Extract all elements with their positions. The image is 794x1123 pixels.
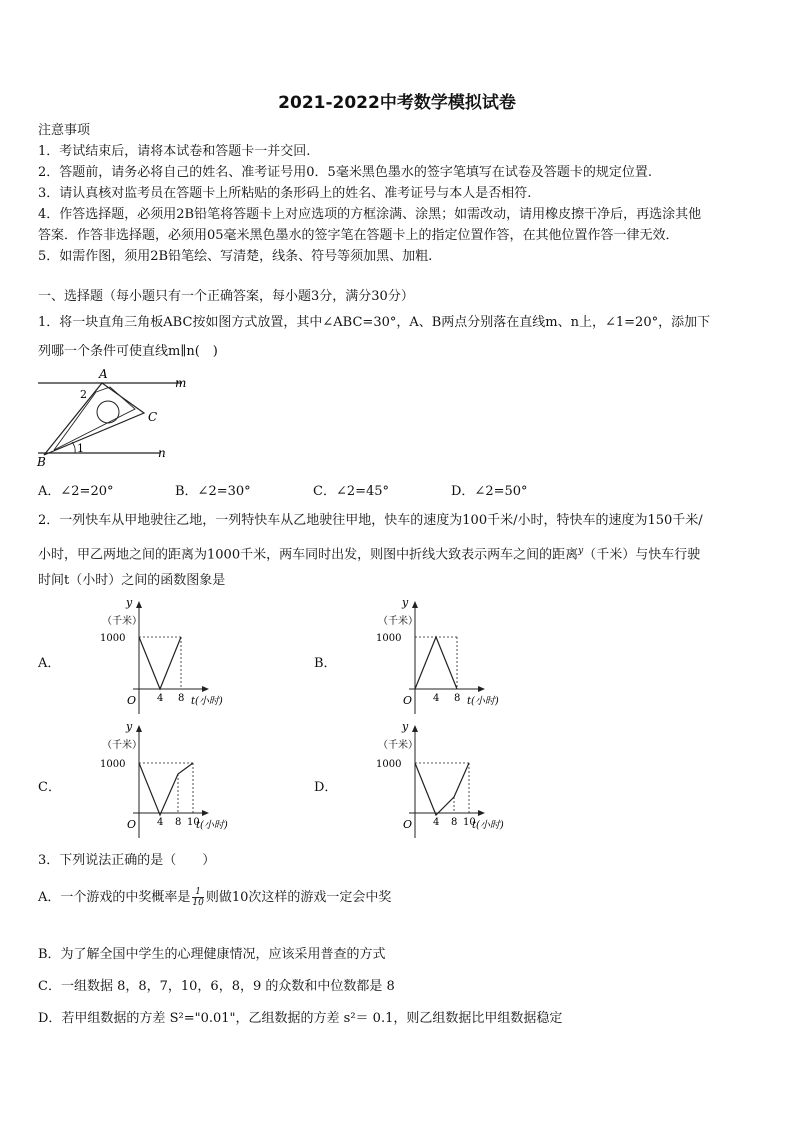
q2-stem-line2-text: 小时，甲乙两地之间的距离为1000千米，两车同时出发，则图中折线大致表示两车之间的距离 (38, 547, 579, 563)
point-b-label: B (37, 455, 46, 469)
x-tick-label: 8 (454, 693, 461, 704)
page-title: 2021-2022中考数学模拟试卷 (278, 93, 516, 113)
section-heading: 一、选择题（每小题只有一个正确答案，每小题3分，满分30分） (38, 289, 414, 304)
point-a-label: A (99, 367, 108, 381)
y-axis-label: y (126, 720, 133, 733)
q2-option-label: B． (314, 656, 337, 671)
q2-option-label: A． (38, 656, 61, 671)
q2-stem-line1: 2．一列快车从甲地驶往乙地，一列特快车从乙地驶往甲地，快车的速度为100千米/小时，特快车的速度为150千米/ (38, 513, 703, 528)
x-tick-label: 10 (463, 817, 476, 828)
y-tick-label: 1000 (376, 633, 402, 644)
q3-option-a-text: A．一个游戏的中奖概率是 (38, 890, 191, 905)
y-axis-arrow (412, 725, 418, 732)
x-tick-label: 8 (175, 817, 182, 828)
graph-polyline (139, 637, 181, 689)
notice-item: 5．如需作图，须用2B铅笔绘、写清楚，线条、符号等须加黑、加粗. (38, 249, 433, 264)
y-axis-label: y (402, 596, 409, 609)
q3-option-d-end: ，则乙组数据比甲组数据稳定 (393, 1011, 563, 1026)
x-tick-label: 4 (433, 693, 440, 704)
origin-label: O (127, 818, 137, 831)
q3-stem: 3．下列说法正确的是（ ） (38, 853, 216, 868)
y-tick-label: 1000 (100, 759, 126, 770)
x-axis-arrow (478, 810, 485, 816)
x-axis-arrow (202, 810, 209, 816)
q1-option-d: D．∠2=50° (451, 484, 528, 499)
y-axis-arrow (136, 601, 142, 608)
q3-option-a (38, 887, 391, 908)
y-tick-label: 1000 (100, 633, 126, 644)
q2-stem-line2-end: （千米）与快车行驶 (583, 547, 701, 563)
x-tick-label: 8 (178, 693, 185, 704)
x-axis-label: t(小时) (467, 696, 499, 707)
y-axis-unit: （千米） (378, 740, 418, 751)
variance-a: S²="0.01" (169, 1011, 236, 1026)
x-axis-label: t(小时) (191, 696, 223, 707)
origin-label: O (403, 818, 413, 831)
y-tick-label: 1000 (376, 759, 402, 770)
x-tick-label: 4 (157, 693, 164, 704)
notice-item: 1．考试结束后，请将本试卷和答题卡一并交回. (38, 144, 311, 159)
q1-triangle-figure (32, 364, 202, 472)
q1-option-a: A．∠2=20° (38, 484, 114, 499)
x-axis-arrow (478, 686, 485, 692)
function-graph (314, 720, 504, 840)
q2-stem-line2 (38, 542, 700, 564)
q2-stem-var: y (578, 546, 584, 556)
fraction (192, 887, 203, 908)
y-axis-label: y (126, 596, 133, 609)
x-tick-label: 10 (187, 817, 200, 828)
q3-option-c: C．一组数据 8，8，7，10，6，8，9 的众数和中位数都是 8 (38, 979, 395, 994)
q3-option-d (38, 1010, 562, 1028)
variance-b: s²＝ 0.1 (343, 1011, 394, 1026)
notice-item: 4．作答选择题，必须用2B铅笔将答题卡上对应选项的方框涂满、涂黑；如需改动，请用橡皮擦干净后，再选涂其他 (38, 207, 702, 222)
fraction-denominator: 10 (192, 898, 204, 908)
q3-option-d-mid: ，乙组数据的方差 (235, 1011, 340, 1026)
q1-option-c: C．∠2=45° (313, 484, 390, 499)
function-graph (38, 720, 228, 840)
q2-option-label: C． (38, 780, 61, 795)
y-axis-arrow (412, 601, 418, 608)
graph-polyline (139, 763, 193, 815)
x-tick-label: 4 (433, 817, 440, 828)
line-n-label: n (158, 446, 166, 460)
graph-polyline (415, 763, 469, 815)
y-axis-unit: （千米） (102, 740, 142, 751)
notice-item: 2．答题前，请务必将自己的姓名、准考证号用0．5毫米黑色墨水的签字笔填写在试卷及答题卡的规定位置. (38, 165, 652, 180)
point-c-label: C (148, 410, 158, 424)
q3-option-a-text-end: 则做10次这样的游戏一定会中奖 (205, 890, 392, 905)
q1-stem-line1: 1．将一块直角三角板ABC按如图方式放置，其中∠ABC=30°，A、B两点分别落在直线m、n上，∠1=20°，添加下 (38, 315, 711, 330)
q1-option-b: B．∠2=30° (175, 484, 251, 499)
notice-item: 答案．作答非选择题，必须用05毫米黑色墨水的签字笔在答题卡上的指定位置作答，在其他位置作答一律无效． (38, 228, 679, 243)
y-axis-label: y (402, 720, 409, 733)
notice-item: 3．请认真核对监考员在答题卡上所粘贴的条形码上的姓名、准考证号与本人是否相符. (38, 186, 532, 201)
line-m-label: m (175, 376, 187, 390)
x-tick-label: 4 (157, 817, 164, 828)
q3-option-b: B．为了解全国中学生的心理健康情况，应该采用普查的方式 (38, 947, 386, 962)
angle-1-label: 1 (77, 442, 84, 455)
x-tick-label: 8 (451, 817, 458, 828)
q2-stem-line3: 时间t（小时）之间的函数图象是 (38, 573, 226, 588)
x-axis-arrow (202, 686, 209, 692)
q3-option-d-text: D．若甲组数据的方差 (38, 1011, 166, 1026)
x-axis-label: t(小时) (196, 820, 228, 831)
function-graph (38, 596, 223, 716)
q2-option-label: D． (314, 780, 338, 795)
origin-label: O (403, 694, 413, 707)
y-axis-unit: （千米） (102, 616, 142, 627)
q1-stem-line2: 列哪一个条件可使直线m∥n( ) (38, 344, 218, 359)
y-axis-unit: （千米） (378, 616, 418, 627)
x-axis-label: t(小时) (472, 820, 504, 831)
fraction-numerator: 1 (192, 887, 203, 898)
graph-polyline (415, 637, 457, 689)
y-axis-arrow (136, 725, 142, 732)
function-graph (314, 596, 499, 716)
angle-2-label: 2 (80, 388, 87, 401)
origin-label: O (127, 694, 137, 707)
notice-heading: 注意事项 (38, 123, 91, 138)
